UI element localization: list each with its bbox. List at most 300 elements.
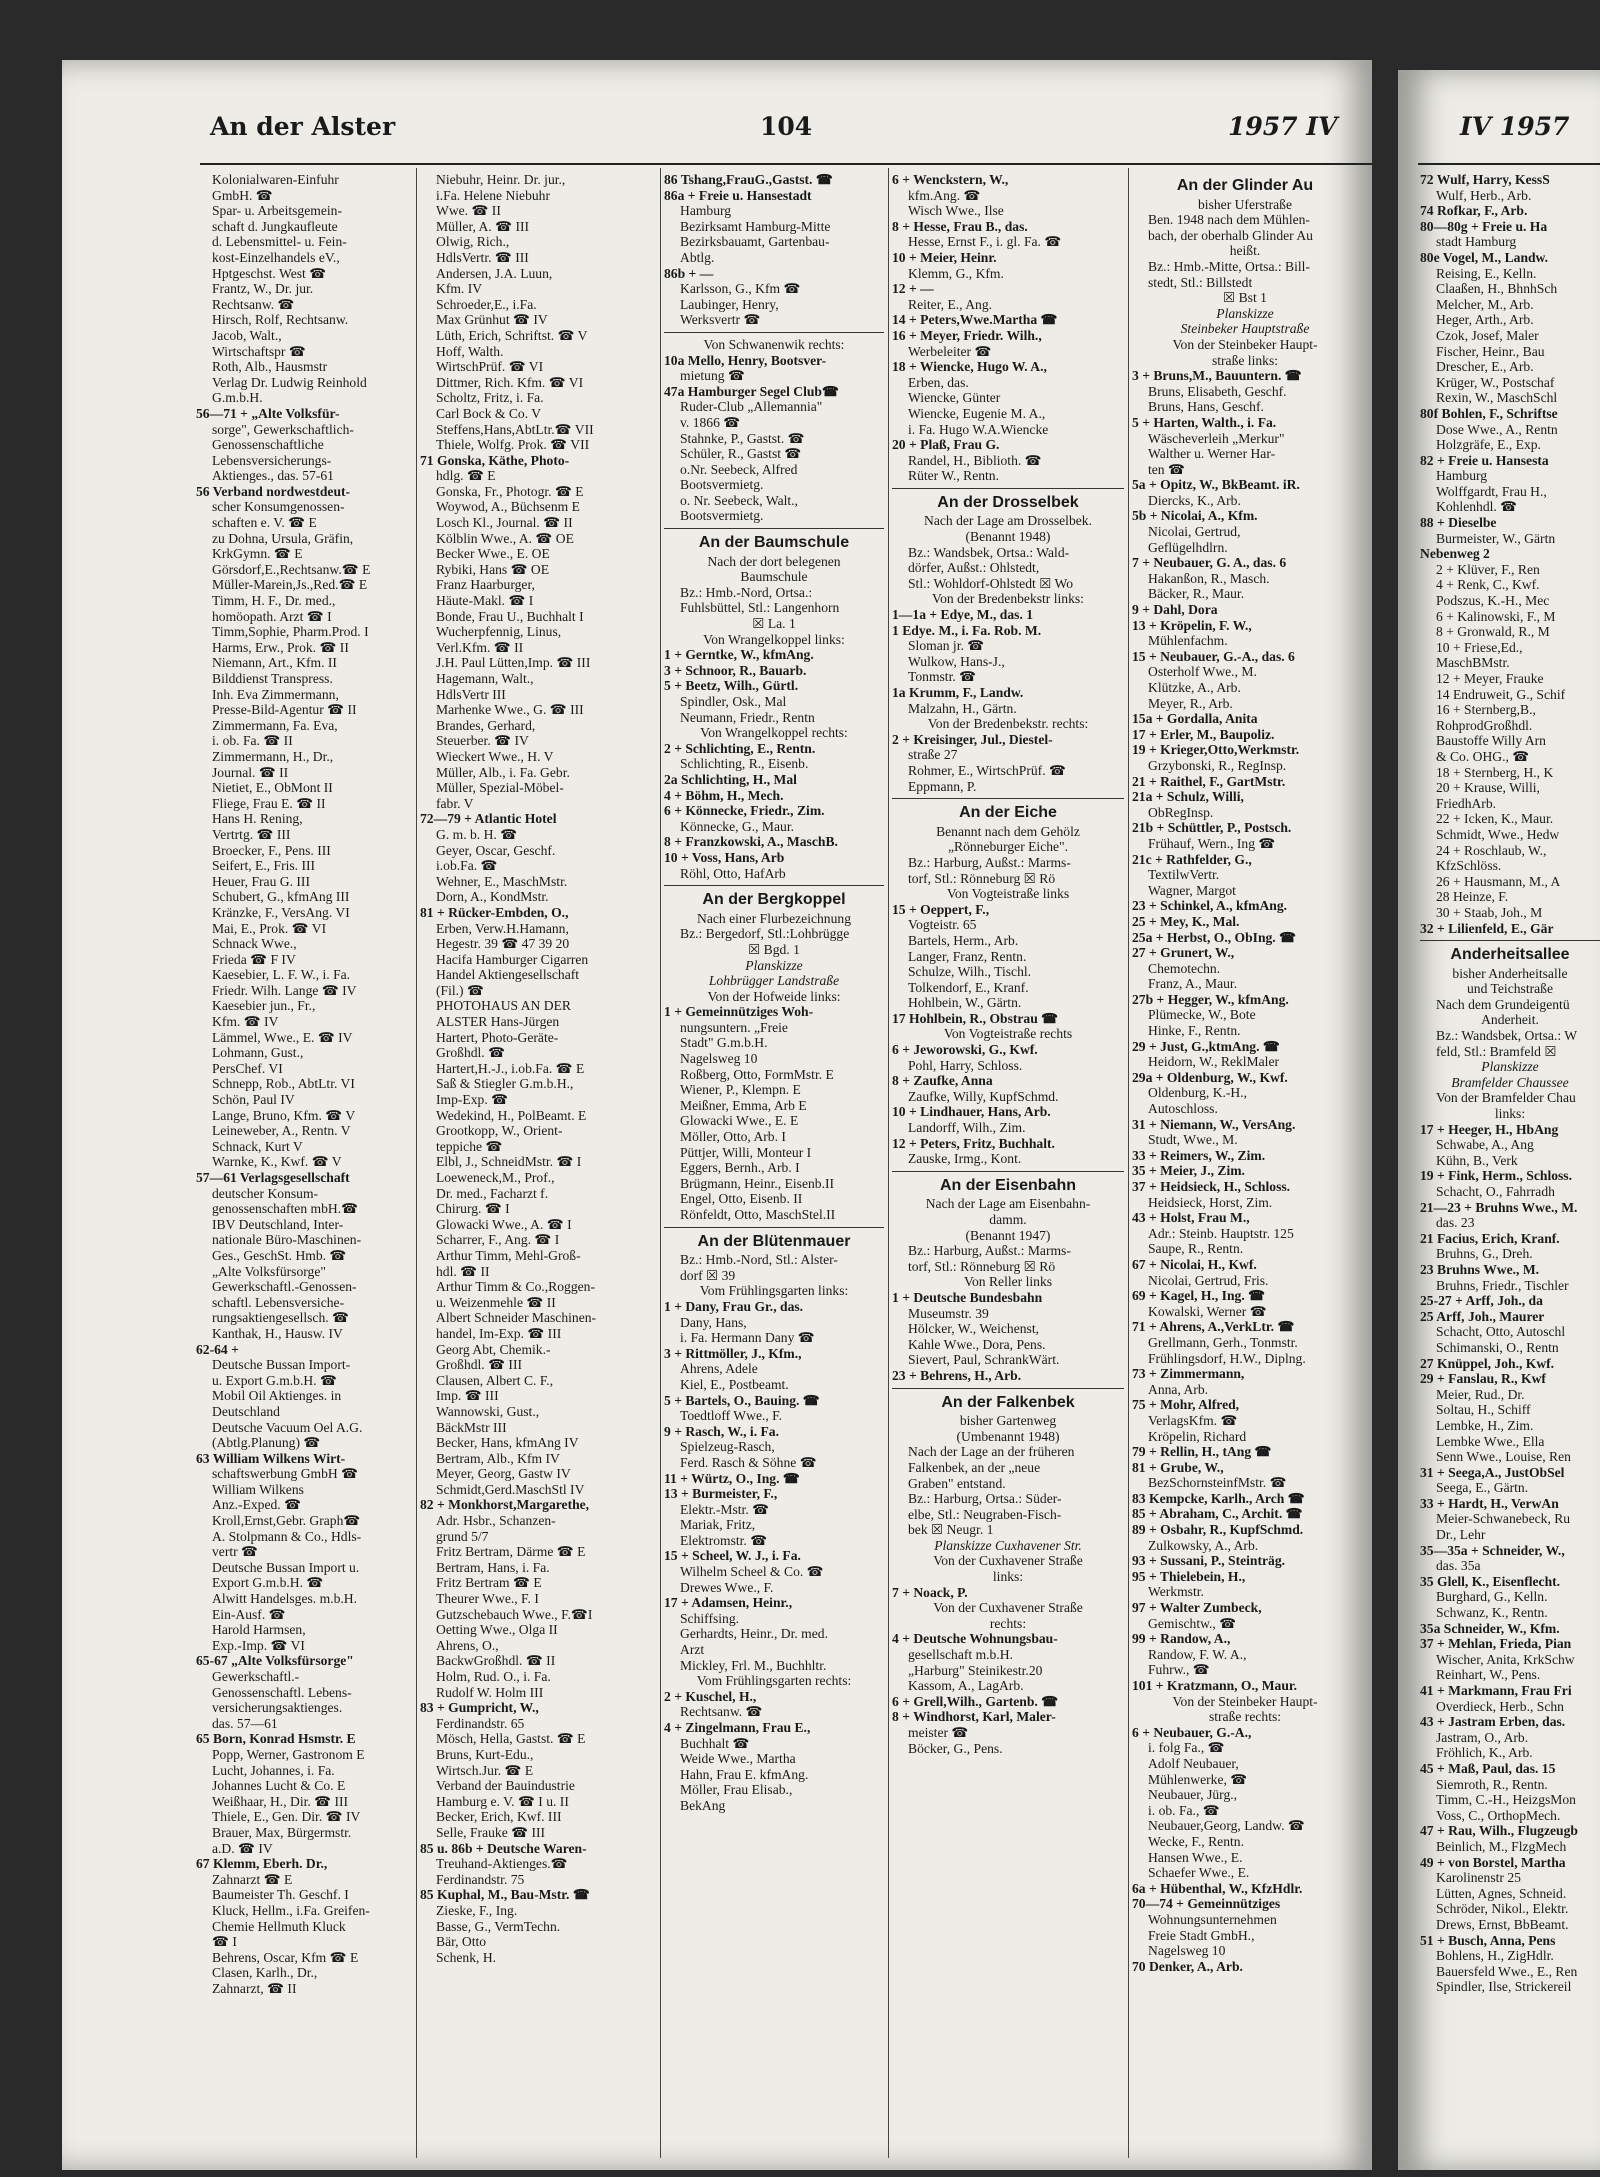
resident-entry: Schmidt,Gerd.MaschStl IV — [436, 1481, 585, 1497]
resident-entry: GmbH. ☎ — [212, 187, 273, 203]
column-4 — [892, 172, 1124, 2157]
resident-entry: Toedtloff Wwe., F. — [680, 1408, 783, 1424]
resident-entry: i. ob. Fa., ☎ — [1148, 1802, 1220, 1818]
resident-entry: Becker Wwe., E. OE — [436, 546, 550, 562]
resident-entry: Heidorn, W., ReklMaler — [1148, 1054, 1280, 1070]
resident-entry: Schön, Paul IV — [212, 1092, 295, 1108]
resident-entry: Roth, Alb., Hausmstr — [212, 359, 328, 375]
resident-entry: Bz.: Hmb.-Nord, Ortsa.: — [680, 584, 813, 600]
resident-entry: Planskizze — [1216, 305, 1274, 321]
house-number-entry: 25-27 + Arff, Joh., da — [1420, 1293, 1543, 1309]
resident-entry: Spielzeug-Rasch, — [680, 1439, 775, 1455]
resident-entry: Hagemann, Walt., — [436, 671, 534, 686]
resident-entry: Meyer, Georg, Gastw IV — [436, 1466, 571, 1482]
resident-entry: Drews, Ernst, BbBeamt. — [1436, 1916, 1569, 1932]
resident-entry: Müller, Spezial-Möbel- — [436, 780, 564, 796]
resident-entry: das. 35a — [1436, 1558, 1481, 1574]
resident-entry: das. 23 — [1436, 1215, 1475, 1231]
house-number-entry: 7 + Neubauer, G. A., das. 6 — [1132, 555, 1287, 571]
house-number-entry: 18 + Wiencke, Hugo W. A., — [892, 359, 1047, 375]
resident-entry: Bonde, Frau U., Buchhalt I — [436, 608, 584, 624]
resident-entry: Karolinenstr 25 — [1436, 1870, 1521, 1886]
resident-entry: torf, Stl.: Rönneburg ☒ Rö — [908, 1258, 1056, 1274]
resident-entry: Clausen, Albert C. F., — [436, 1372, 554, 1388]
resident-entry: Rechtsanw. ☎ — [212, 296, 295, 312]
house-number-entry: 41 + Markmann, Frau Fri — [1420, 1683, 1572, 1698]
resident-entry: (Fil.) ☎ — [436, 982, 484, 998]
resident-entry: Holm, Rud. O., i. Fa. — [436, 1669, 551, 1684]
house-number-entry: 70 Denker, A., Arb. — [1132, 1958, 1243, 1974]
house-number-entry: 72—79 + Atlantic Hotel — [420, 811, 557, 827]
house-number-entry: 3 + Bruns,M., Bauuntern. ☎ — [1132, 368, 1302, 384]
resident-entry: Bär, Otto — [436, 1934, 487, 1950]
resident-entry: Fritz Bertram, Därme ☎ E — [436, 1544, 586, 1560]
resident-entry: Müller-Marein,Js.,Red.☎ E — [212, 577, 368, 593]
resident-entry: (Benannt 1948) — [965, 529, 1051, 545]
resident-entry: ☒ Bgd. 1 — [748, 941, 800, 957]
resident-entry: Bauersfeld Wwe., E., Ren — [1436, 1963, 1578, 1979]
resident-entry: hdl. ☎ II — [436, 1263, 490, 1279]
resident-entry: Meier, Rud., Dr. — [1436, 1386, 1525, 1402]
house-number-entry: 3 + Rittmöller, J., Kfm., — [664, 1345, 802, 1361]
resident-entry: Timm,Sophie, Pharm.Prod. I — [212, 624, 369, 640]
resident-entry: Schmidt, Wwe., Hedw — [1436, 826, 1560, 842]
resident-entry: Großhdl. ☎ — [436, 1045, 506, 1061]
resident-entry: Burmeister, W., Gärtn — [1436, 530, 1556, 546]
resident-entry: Rybiki, Hans ☎ OE — [436, 561, 550, 577]
resident-entry: Lange, Bruno, Kfm. ☎ V — [212, 1107, 356, 1123]
resident-entry: Baumschule — [740, 569, 808, 585]
resident-entry: WirtschPrüf. ☎ VI — [436, 359, 544, 375]
resident-entry: Hamburg — [1436, 468, 1488, 484]
resident-entry: Röhl, Otto, HafArb — [680, 865, 786, 881]
resident-entry: Niemann, Art., Kfm. II — [212, 655, 337, 671]
resident-entry: Landorff, Wilh., Zim. — [908, 1120, 1026, 1136]
resident-entry: feld, Stl.: Bramfeld ☒ — [1436, 1043, 1557, 1059]
resident-entry: Sievert, Paul, SchrankWärt. — [908, 1352, 1060, 1368]
house-number-entry: 37 + Heidsieck, H., Schloss. — [1132, 1179, 1291, 1194]
resident-entry: Kolonialwaren-Einfuhr — [212, 172, 339, 187]
house-number-entry: 19 + Fink, Herm., Schloss. — [1420, 1168, 1573, 1184]
resident-entry: kost-Einzelhandels eV., — [212, 249, 340, 265]
resident-entry: ☒ La. 1 — [752, 616, 796, 632]
house-number-entry: 75 + Mohr, Alfred, — [1132, 1397, 1240, 1413]
resident-entry: Kfm. ☎ IV — [212, 1014, 279, 1030]
house-number-entry: 33 + Reimers, W., Zim. — [1132, 1147, 1266, 1163]
resident-entry: BackwGroßhdl. ☎ II — [436, 1653, 556, 1669]
resident-entry: Ferdinandstr. 75 — [436, 1871, 525, 1887]
street-heading: An der Baumschule — [698, 534, 850, 552]
resident-entry: Dose Wwe., A., Rentn — [1436, 421, 1558, 437]
resident-entry: Benannt nach dem Gehölz — [936, 823, 1080, 839]
resident-entry: bisher Uferstraße — [1198, 196, 1292, 212]
resident-entry: Kühn, B., Verk — [1436, 1152, 1518, 1168]
resident-entry: Claaßen, H., BhnhSch — [1436, 281, 1558, 297]
resident-entry: dörfer, Außst.: Ohlstedt, — [908, 560, 1040, 576]
resident-entry: Treuhand-Aktienges.☎ — [436, 1856, 568, 1872]
resident-entry: Andersen, J.A. Luun, — [436, 265, 553, 281]
resident-entry: J.H. Paul Lütten,Imp. ☎ III — [436, 655, 591, 671]
header-rule-next — [1418, 163, 1600, 165]
house-number-entry: 5b + Nicolai, A., Kfm. — [1132, 508, 1258, 524]
house-number-entry: 8 + Franzkowski, A., MaschB. — [664, 834, 838, 850]
resident-entry: Bartels, Herm., Arb. — [908, 932, 1019, 948]
resident-entry: Ein-Ausf. ☎ — [212, 1606, 286, 1622]
resident-entry: stedt, Stl.: Billstedt — [1148, 274, 1253, 290]
resident-entry: Dr. med., Facharzt f. — [436, 1185, 549, 1201]
house-number-entry: 99 + Randow, A., — [1132, 1631, 1231, 1647]
resident-entry: Frieda ☎ F IV — [212, 951, 296, 967]
resident-entry: Weide Wwe., Martha — [680, 1751, 796, 1767]
street-heading: An der Eisenbahn — [939, 1176, 1077, 1194]
resident-entry: Schlichting, R., Eisenb. — [680, 756, 809, 772]
resident-entry: Werkmstr. — [1148, 1584, 1204, 1600]
resident-entry: Verband der Bauindustrie — [436, 1778, 575, 1794]
resident-entry: Neubauer,Georg, Landw. ☎ — [1148, 1818, 1305, 1834]
resident-entry: v. 1866 ☎ — [680, 414, 741, 430]
house-number-entry: 56 Verband nordwestdeut- — [196, 483, 351, 499]
resident-entry: Basse, G., VermTechn. — [436, 1918, 561, 1934]
resident-entry: Fröhlich, K., Arb. — [1436, 1745, 1533, 1761]
resident-entry: HdlsVertr. ☎ III — [436, 249, 529, 265]
resident-entry: Seifert, E., Fris. III — [212, 858, 316, 874]
year-volume: 1957 IV — [1228, 112, 1338, 141]
resident-entry: Abtlg. — [680, 249, 715, 265]
resident-entry: Saß & Stiegler G.m.b.H., — [436, 1076, 574, 1092]
house-number-entry: 23 + Behrens, H., Arb. — [892, 1367, 1022, 1383]
resident-entry: Tonmstr. ☎ — [908, 669, 977, 685]
resident-entry: i. Fa. Hugo W.A.Wiencke — [908, 421, 1049, 437]
resident-entry: Wwe. ☎ II — [436, 203, 501, 219]
resident-entry: Arthur Timm & Co.,Roggen- — [436, 1279, 595, 1295]
resident-entry: Bz.: Harburg, Ortsa.: Süder- — [908, 1491, 1062, 1507]
house-number-entry: 83 Kempcke, Karlh., Arch ☎ — [1132, 1490, 1305, 1506]
resident-entry: Jacob, Walt., — [212, 327, 282, 343]
house-number-entry: 25 + Mey, K., Mal. — [1132, 913, 1240, 929]
resident-entry: Wucherpfennig, Linus, — [436, 624, 562, 640]
resident-entry: Inh. Eva Zimmermann, — [212, 686, 339, 702]
resident-entry: Ferd. Rasch & Söhne ☎ — [680, 1454, 817, 1470]
resident-entry: Wirtsch.Jur. ☎ E — [436, 1762, 534, 1778]
house-number-entry: 8 + Windhorst, Karl, Maler- — [892, 1709, 1056, 1725]
resident-entry: Aktienges., das. 57-61 — [212, 468, 334, 484]
house-number-entry: 57—61 Verlagsgesellschaft — [196, 1170, 350, 1185]
resident-entry: Arzt — [680, 1642, 705, 1658]
resident-entry: Schimanski, O., Rentn — [1436, 1339, 1559, 1355]
resident-entry: Meier-Schwanebeck, Ru — [1436, 1511, 1571, 1527]
resident-entry: nationale Büro-Maschinen- — [212, 1232, 362, 1248]
resident-entry: Becker, Hans, kfmAng IV — [436, 1435, 579, 1451]
resident-entry: Von der Steinbeker Haupt- — [1172, 336, 1318, 352]
resident-entry: Nach der dort belegenen — [707, 553, 841, 569]
house-number-entry: 17 + Adamsen, Heinr., — [664, 1595, 793, 1611]
house-number-entry: 73 + Zimmermann, — [1132, 1366, 1245, 1382]
resident-entry: Schnack Wwe., — [212, 936, 297, 952]
house-number-entry: 14 + Peters,Wwe.Martha ☎ — [892, 312, 1058, 328]
house-number-entry: 47a Hamburger Segel Club☎ — [664, 383, 839, 399]
house-number-entry: 27b + Hegger, W., kfmAng. — [1132, 991, 1289, 1007]
resident-entry: Dorn, A., KondMstr. — [436, 889, 549, 905]
resident-entry: Arthur Timm, Mehl-Groß- — [436, 1247, 581, 1263]
house-number-entry: 21a + Schulz, Willi, — [1132, 789, 1244, 805]
resident-entry: Elektr.-Mstr. ☎ — [680, 1501, 770, 1517]
resident-entry: Hohlbein, W., Gärtn. — [908, 995, 1022, 1011]
resident-entry: Hamburg e. V. ☎ I u. II — [436, 1793, 569, 1809]
resident-entry: Saupe, R., Rentn. — [1148, 1241, 1244, 1257]
resident-entry: 26 + Hausmann, M., A — [1436, 873, 1561, 889]
resident-entry: Zauske, Irmg., Kont. — [908, 1151, 1022, 1167]
resident-entry: Museumstr. 39 — [908, 1305, 989, 1321]
resident-entry: Zimmermann, H., Dr., — [212, 748, 334, 764]
resident-entry: Heuer, Frau G. III — [212, 873, 310, 889]
resident-entry: Kohlenhdl. ☎ — [1436, 499, 1518, 515]
house-number-entry: 1 + Deutsche Bundesbahn — [892, 1289, 1043, 1305]
resident-entry: links: — [1494, 1106, 1526, 1122]
resident-entry: Chemotechn. — [1148, 960, 1221, 976]
house-number-entry: 35—35a + Schneider, W., — [1420, 1542, 1565, 1558]
resident-entry: Böcker, G., Pens. — [908, 1740, 1003, 1756]
resident-entry: Lembke Wwe., Ella — [1436, 1433, 1545, 1449]
resident-entry: Oldenburg, K.-H., — [1148, 1085, 1248, 1101]
resident-entry: G. m. b. H. ☎ — [436, 826, 518, 842]
resident-entry: Reinhart, W., Pens. — [1436, 1667, 1541, 1683]
resident-entry: Bohlens, H., ZigHdlr. — [1436, 1948, 1554, 1964]
resident-entry: Häute-Makl. ☎ I — [436, 593, 534, 609]
resident-entry: bisher Anderheitsalle — [1452, 965, 1568, 981]
house-number-entry: 5a + Opitz, W., BkBeamt. iR. — [1132, 477, 1300, 493]
resident-entry: 20 + Krause, Willi, — [1436, 780, 1540, 796]
resident-entry: nungsuntern. „Freie — [680, 1019, 788, 1035]
resident-entry: Vom Frühlingsgarten links: — [699, 1283, 849, 1299]
resident-entry: Schröder, Nikol., Elektr. — [1436, 1901, 1569, 1917]
resident-entry: a.D. ☎ IV — [212, 1840, 273, 1856]
resident-entry: Nach der Lage an der früheren — [908, 1444, 1075, 1460]
resident-entry: Melcher, M., Arb. — [1436, 296, 1534, 312]
resident-entry: torf, Stl.: Rönneburg ☒ Rö — [908, 870, 1056, 886]
resident-entry: (Benannt 1947) — [965, 1227, 1051, 1243]
resident-entry: Imp. ☎ III — [436, 1388, 499, 1404]
resident-entry: sorge", Gewerkschaftlich- — [212, 421, 354, 437]
house-number-entry: 21 + Raithel, F., GartMstr. — [1132, 773, 1286, 789]
resident-entry: Klützke, A., Arb. — [1148, 680, 1241, 695]
resident-entry: Heidsieck, Horst, Zim. — [1148, 1194, 1273, 1210]
resident-entry: Verl.Kfm. ☎ II — [436, 639, 524, 655]
resident-entry: Bruns, Kurt-Edu., — [436, 1746, 534, 1762]
resident-entry: Von der Hofweide links: — [707, 988, 841, 1004]
resident-entry: homöopath. Arzt ☎ I — [212, 608, 332, 624]
resident-entry: Kanthak, H., Hausw. IV — [212, 1325, 343, 1341]
resident-entry: Hartert, Photo-Geräte- — [436, 1029, 559, 1045]
resident-entry: Hans H. Rening, — [212, 811, 303, 827]
resident-entry: „Harburg" Steinikestr.20 — [908, 1662, 1043, 1678]
resident-entry: Hirsch, Rolf, Rechtsanw. — [212, 312, 349, 328]
resident-entry: 18 + Sternberg, H., K — [1436, 764, 1554, 780]
resident-entry: Hansen Wwe., E. — [1148, 1849, 1243, 1865]
resident-entry: Stl.: Wohldorf-Ohlstedt ☒ Wo — [908, 575, 1074, 591]
resident-entry: hdlg. ☎ E — [436, 468, 496, 484]
resident-entry: Steffens,Hans,AbtLtr.☎ VII — [436, 421, 594, 437]
resident-entry: Voss, C., OrthopMech. — [1436, 1807, 1561, 1823]
resident-entry: BäckMstr III — [436, 1419, 507, 1435]
resident-entry: Jastram, O., Arb. — [1436, 1729, 1529, 1745]
resident-entry: Theurer Wwe., F. I — [436, 1591, 539, 1607]
resident-entry: zu Dohna, Ursula, Gräfin, — [212, 530, 354, 546]
resident-entry: rungsaktiengesellsch. ☎ — [212, 1310, 349, 1326]
house-number-entry: 1 Edye. M., i. Fa. Rob. M. — [892, 622, 1042, 638]
resident-entry: Engel, Otto, Eisenb. II — [680, 1191, 803, 1207]
resident-entry: Nach dem Grundeigentü — [1436, 996, 1570, 1012]
resident-entry: Eggers, Bernh., Arb. I — [680, 1160, 800, 1176]
house-number-entry: 15 + Neubauer, G.-A., das. 6 — [1132, 648, 1295, 664]
house-number-entry: 21—23 + Bruhns Wwe., M. — [1420, 1199, 1578, 1215]
house-number-entry: 2 + Kreisinger, Jul., Diestel- — [892, 731, 1053, 747]
resident-entry: Zulkowsky, A., Arb. — [1148, 1537, 1259, 1553]
resident-entry: Zieske, F., Ing. — [436, 1902, 518, 1918]
section-divider — [892, 488, 1124, 489]
resident-entry: Rudolf W. Holm III — [436, 1684, 544, 1700]
resident-entry: Randel, H., Biblioth. ☎ — [908, 452, 1042, 468]
resident-entry: Karlsson, G., Kfm ☎ — [680, 281, 801, 297]
section-divider — [664, 1227, 884, 1228]
resident-entry: Gonska, Fr., Photogr. ☎ E — [436, 483, 584, 499]
street-heading: An der Bergkoppel — [702, 891, 846, 909]
house-number-entry: 6 + Jeworowski, G., Kwf. — [892, 1042, 1038, 1058]
house-number-entry: 25 Arff, Joh., Maurer — [1420, 1308, 1545, 1324]
resident-entry: Hacifa Hamburger Cigarren — [436, 951, 589, 967]
resident-entry: Kränzke, F., VersAng. VI — [212, 904, 350, 920]
house-number-entry: 62-64 + — [196, 1341, 239, 1357]
resident-entry: d. Lebensmittel- u. Fein- — [212, 234, 347, 250]
resident-entry: Hartert,H.-J., i.ob.Fa. ☎ E — [436, 1060, 585, 1076]
resident-entry: Scholtz, Fritz, i. Fa. — [436, 390, 544, 406]
resident-entry: PHOTOHAUS AN DER — [436, 998, 571, 1014]
resident-entry: KfzSchlöss. — [1436, 858, 1502, 874]
resident-entry: Handel Aktiengesellschaft — [436, 967, 580, 983]
section-divider — [664, 332, 884, 333]
resident-entry: Heger, Arth., Arb. — [1436, 312, 1534, 328]
resident-entry: dorf ☒ 39 — [680, 1267, 736, 1283]
resident-entry: i. Fa. Hermann Dany ☎ — [680, 1330, 815, 1346]
house-number-entry: 6 + Könnecke, Friedr., Zim. — [664, 803, 825, 819]
resident-entry: Hesse, Ernst F., i. gl. Fa. ☎ — [908, 234, 1062, 250]
resident-entry: Anderheit. — [1481, 1012, 1539, 1028]
resident-entry: Siemroth, R., Rentn. — [1436, 1776, 1548, 1792]
house-number-entry: 56—71 + „Alte Volksfür- — [196, 405, 340, 421]
house-number-entry: 6 + Neubauer, G.-A., — [1132, 1724, 1252, 1740]
resident-entry: Wannowski, Gust., — [436, 1403, 540, 1419]
resident-entry: Schwabe, A., Ang — [1436, 1137, 1534, 1153]
resident-entry: Geflügelhdlrn. — [1148, 539, 1228, 555]
house-number-entry: 6 + Grell,Wilh., Gartenb. ☎ — [892, 1693, 1059, 1709]
resident-entry: schaft d. Jungkaufleute — [212, 218, 338, 234]
resident-entry: Gewerkschaftl.- — [212, 1669, 300, 1684]
resident-entry: versicherungsaktienges. — [212, 1700, 343, 1716]
resident-entry: Mösch, Hella, Gastst. ☎ E — [436, 1731, 586, 1747]
resident-entry: Schacht, Otto, Autoschl — [1436, 1324, 1566, 1340]
resident-entry: Glowacki Wwe., E. E — [680, 1113, 799, 1129]
resident-entry: Imp-Exp. ☎ — [436, 1092, 509, 1108]
resident-entry: Studt, Wwe., M. — [1148, 1132, 1238, 1148]
resident-entry: gesellschaft m.b.H. — [908, 1647, 1013, 1663]
resident-entry: Von der Steinbeker Haupt- — [1172, 1693, 1318, 1709]
resident-entry: Bz.: Harburg, Außst.: Marms- — [908, 854, 1071, 870]
resident-entry: Graben" entstand. — [908, 1475, 1006, 1491]
resident-entry: ☎ I — [212, 1934, 237, 1950]
resident-entry: 2 + Klüver, F., Ren — [1436, 561, 1540, 577]
house-number-entry: 51 + Busch, Anna, Pens — [1420, 1932, 1556, 1948]
house-number-entry: 4 + Deutsche Wohnungsbau- — [892, 1631, 1058, 1647]
resident-entry: Wieckert Wwe., H. V — [436, 748, 554, 764]
house-number-entry: 101 + Kratzmann, O., Maur. — [1132, 1678, 1298, 1693]
street-header: An der Alster — [210, 112, 396, 141]
resident-entry: Nach einer Flurbezeichnung — [697, 910, 851, 926]
resident-entry: Carl Bock & Co. V — [436, 405, 542, 421]
resident-entry: Ahrens, O., — [436, 1637, 499, 1653]
house-number-entry: 2a Schlichting, H., Mal — [664, 771, 797, 787]
resident-entry: Stahnke, P., Gastst. ☎ — [680, 430, 805, 446]
house-number-entry: 15 + Scheel, W. J., i. Fa. — [664, 1548, 801, 1564]
resident-entry: schaften e. V. ☎ E — [212, 515, 317, 531]
resident-entry: Wohnungsunternehmen — [1148, 1911, 1277, 1927]
resident-entry: Ges., GeschSt. Hmb. ☎ — [212, 1247, 347, 1263]
resident-entry: Planskizze Cuxhavener Str. — [934, 1537, 1082, 1553]
resident-entry: Clasen, Karlh., Dr., — [212, 1965, 318, 1981]
house-number-entry: Nebenweg 2 — [1420, 546, 1490, 562]
resident-entry: Harms, Erw., Prok. ☎ II — [212, 639, 349, 655]
resident-entry: i.Fa. Helene Niebuhr — [436, 187, 551, 203]
resident-entry: Falkenbek, an der „neue — [908, 1459, 1041, 1475]
resident-entry: KrkGymn. ☎ E — [212, 546, 303, 562]
resident-entry: PersChef. VI — [212, 1060, 283, 1076]
resident-entry: Kaesebier jun., Fr., — [212, 998, 316, 1014]
resident-entry: Spindler, Ilse, Strickereil — [1436, 1979, 1572, 1995]
header-rule — [200, 163, 1372, 165]
resident-entry: Von Wrangelkoppel links: — [703, 631, 845, 647]
resident-entry: Alwitt Handelsges. m.b.H. — [212, 1591, 357, 1607]
resident-entry: Zahnarzt ☎ E — [212, 1871, 293, 1887]
house-number-entry: 9 + Dahl, Dora — [1132, 602, 1218, 618]
resident-entry: Mobil Oil Aktienges. in — [212, 1388, 342, 1404]
resident-entry: Gemischtw., ☎ — [1148, 1615, 1237, 1631]
resident-entry: scher Konsumgenossen- — [212, 499, 345, 515]
house-number-entry: 8 + Zaufke, Anna — [892, 1073, 993, 1089]
resident-entry: ObRegInsp. — [1148, 804, 1214, 820]
resident-entry: Weißhaar, H., Dir. ☎ III — [212, 1793, 349, 1809]
resident-entry: mietung ☎ — [680, 368, 745, 384]
resident-entry: Rohmer, E., WirtschPrüf. ☎ — [908, 762, 1066, 778]
resident-entry: Grzybonski, R., RegInsp. — [1148, 757, 1287, 773]
resident-entry: Von Schwanenwik rechts: — [703, 336, 845, 352]
resident-entry: Wulkow, Hans-J., — [908, 653, 1005, 669]
resident-entry: Elektromstr. ☎ — [680, 1532, 768, 1548]
resident-entry: Bz.: Wandsbek, Ortsa.: W — [1436, 1028, 1578, 1044]
resident-entry: und Teichstraße — [1467, 981, 1553, 997]
resident-entry: Schubert, G., kfmAng III — [212, 889, 350, 905]
resident-entry: Frühauf, Wern., Ing ☎ — [1148, 835, 1276, 851]
resident-entry: schaftl. Lebensversiche- — [212, 1294, 345, 1310]
resident-entry: Neumann, Friedr., Rentn — [680, 709, 815, 725]
resident-entry: RohprodGroßhdl. — [1436, 717, 1533, 733]
resident-entry: Max Grünhut ☎ IV — [436, 312, 548, 328]
resident-entry: Dany, Hans, — [680, 1314, 747, 1330]
resident-entry: Malzahn, H., Gärtn. — [908, 700, 1017, 716]
resident-entry: vertr ☎ — [212, 1544, 258, 1560]
resident-entry: Osterholf Wwe., M. — [1148, 664, 1257, 680]
resident-entry: Wirtschaftspr ☎ — [212, 343, 306, 359]
street-heading: An der Glinder Au — [1176, 177, 1314, 194]
house-number-entry: 80f Bohlen, F., Schriftse — [1420, 405, 1558, 421]
resident-entry: MaschBMstr. — [1436, 655, 1510, 671]
